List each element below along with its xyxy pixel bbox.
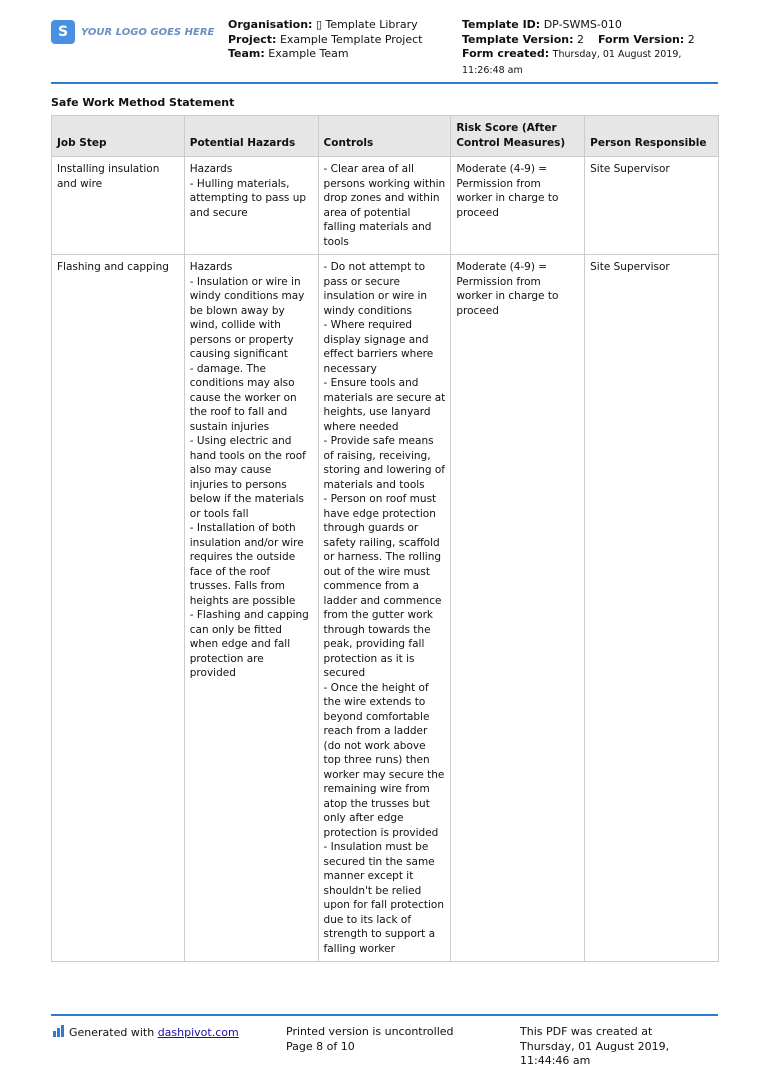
logo-text: YOUR LOGO GOES HERE xyxy=(81,26,215,38)
created-date: Thursday, 01 August 2019, 11:44:46 am xyxy=(520,1039,670,1067)
generated-text: Generated with xyxy=(69,1026,155,1039)
table-cell: Moderate (4-9) = Permission from worker in charge to proceed xyxy=(451,157,585,255)
table-cell: Installing insulation and wire xyxy=(52,157,185,255)
dashpivot-link[interactable]: dashpivot.com xyxy=(157,1026,239,1039)
footer-page-info xyxy=(286,1025,454,1054)
header-divider xyxy=(51,82,718,84)
column-header: Controls xyxy=(318,116,451,157)
template-id: DP-SWMS-010 xyxy=(543,18,622,31)
footer-generated xyxy=(53,1025,239,1041)
form-version: 2 xyxy=(687,32,695,46)
team: Example Team xyxy=(268,47,349,60)
label: Template Version: xyxy=(462,32,574,46)
column-header: Person Responsible xyxy=(585,116,719,157)
section-title: Safe Work Method Statement xyxy=(51,96,235,109)
label: Project: xyxy=(228,32,277,46)
logo xyxy=(51,20,214,44)
page-number: Page 8 of 10 xyxy=(286,1039,355,1053)
label: Team: xyxy=(228,47,265,60)
table-cell: Flashing and capping xyxy=(52,255,185,962)
table-cell: Moderate (4-9) = Permission from worker in charge to proceed xyxy=(451,255,585,962)
swms-table xyxy=(51,115,719,962)
project: Example Template Project xyxy=(279,32,423,46)
template-version: 2 xyxy=(576,32,584,46)
table-cell: - Clear area of all persons working within drop zones and within area of potential falling materials and tools xyxy=(318,157,451,255)
table-row xyxy=(52,157,719,255)
org-info xyxy=(228,18,423,62)
table-cell: Hazards - Hulling materials, attempting to pass up and secure xyxy=(184,157,318,255)
table-header-row xyxy=(52,116,719,157)
organisation: ▯ Template Library xyxy=(315,18,418,31)
uncontrolled-notice: Printed version is uncontrolled xyxy=(286,1025,454,1038)
label: Form Version: xyxy=(597,32,685,46)
table-cell: - Do not attempt to pass or secure insulation or wire in windy conditions - Where required display signage and effect barriers where necessary - Ensure tools and materials are secure at heights, use lanyard where needed - Provide safe means of raising, receiving, storing and lowering of materials and tools - Person on roof must have edge protection through guards or safety railing, scaffold or harness. The rolling out of the wire must commence from a ladder and commence from the gutter work through towards the peak, providing fall protection as it is secured - Once the height of the wire extends to beyond comfortable reach from a ladder (do not work above top three runs) then worker may secure the remaining wire from atop the trusses but only after edge protection is provided - Insulation must be secured tin the same manner except it shouldn't be relied upon for fall protection due to its lack of strength to support a falling worker xyxy=(318,255,451,962)
label: Organisation: xyxy=(228,18,313,31)
column-header: Job Step xyxy=(52,116,185,157)
page-header xyxy=(51,18,718,80)
table-cell: Site Supervisor xyxy=(585,255,719,962)
label: Form created: xyxy=(462,47,550,60)
dashpivot-logo-icon xyxy=(53,1025,64,1037)
table-cell: Hazards - Insulation or wire in windy conditions may be blown away by wind, collide with persons or property causing significant - damage. The conditions may also cause the worker on the roof to fall and sustain injuries - Using electric and hand tools on the roof also may cause injuries to persons below if the materials or tools fall - Installation of both insulation and/or wire requires the outside face of the roof trusses. Falls from heights are possible - Flashing and capping can only be fitted when edge and fall protection are provided xyxy=(184,255,318,962)
column-header: Risk Score (After Control Measures) xyxy=(451,116,585,157)
form-created: Thursday, 01 August 2019, 11:26:48 am xyxy=(462,49,682,76)
table-cell: Site Supervisor xyxy=(585,157,719,255)
label: Template ID: xyxy=(462,18,541,31)
column-header: Potential Hazards xyxy=(184,116,318,157)
footer-divider xyxy=(51,1014,718,1016)
footer-created xyxy=(520,1025,720,1069)
logo-icon: S xyxy=(51,20,75,44)
template-info xyxy=(462,18,722,78)
created-label: This PDF was created at xyxy=(520,1025,653,1038)
table-row xyxy=(52,255,719,962)
